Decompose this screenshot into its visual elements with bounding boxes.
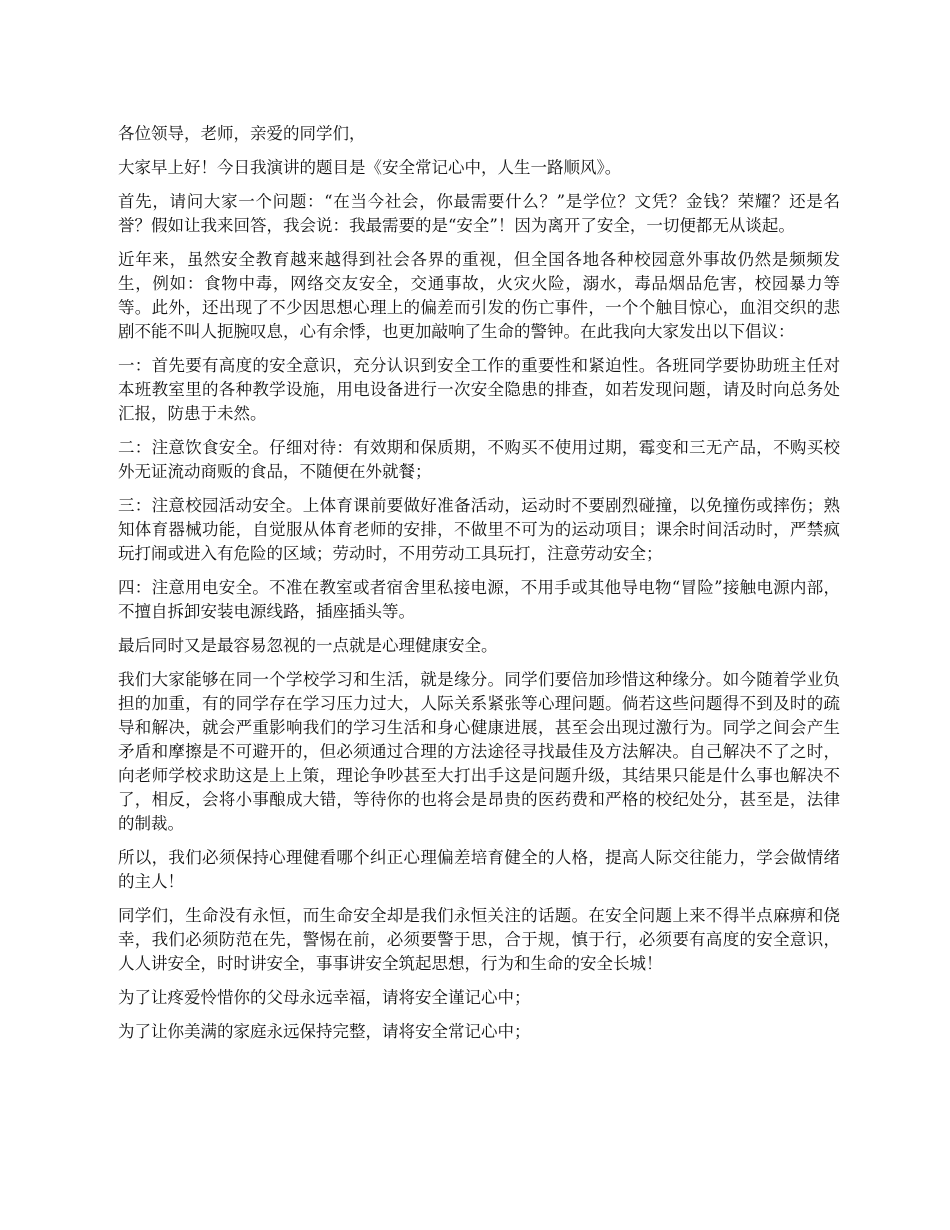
paragraph-greeting: 各位领导，老师，亲爱的同学们， xyxy=(118,124,366,143)
paragraph-parents: 为了让疼爱怜惜你的父母永远幸福，请将安全谨记心中； xyxy=(118,988,531,1007)
paragraph-point-2: 二：注意饮食安全。仔细对待：有效期和保质期，不购买不使用过期，霉变和三无产品，不购买校外无证流动商贩的食品，不随便在外就餐； xyxy=(118,438,840,481)
document-body xyxy=(118,122,840,1054)
paragraph-point-3: 三：注意校园活动安全。上体育课前要做好准备活动，运动时不要剧烈碰撞，以免撞伤或摔伤；熟知体育器械功能，自觉服从体育老师的安排，不做里不可为的运动项目；课余时间活动时，严禁疯玩打闹或进入有危险的区域；劳动时，不用劳动工具玩打，注意劳动安全； xyxy=(118,496,840,563)
paragraph-therefore: 所以，我们必须保持心理健看哪个纠正心理偏差培育健全的人格，提高人际交往能力，学会做情绪的主人！ xyxy=(118,848,840,891)
paragraph-relationships: 我们大家能够在同一个学校学习和生活，就是缘分。同学们要倍加珍惜这种缘分。如今随着学业负担的加重，有的同学存在学习压力过大，人际关系紧张等心理问题。倘若这些问题得不到及时的疏导和解决，就会严重影响我们的学习生活和身心健康进展，甚至会出现过激行为。同学之间会产生矛盾和摩擦是不可避开的，但必须通过合理的方法途径寻找最佳及方法解决。自己解决不了之时，向老师学校求助这是上上策，理论争吵甚至大打出手这是问题升级，其结果只能是什么事也解决不了，相反，会将小事酿成大错，等待你的也将会是昂贵的医药费和严格的校纪处分，甚至是，法律的制裁。 xyxy=(118,670,840,833)
paragraph-background: 近年来，虽然安全教育越来越得到社会各界的重视，但全国各地各种校园意外事故仍然是频频发生，例如：食物中毒，网络交友安全，交通事故，火灾火险，溺水，毒品烟品危害，校园暴力等等。此外，还出现了不少因思想心理上的偏差而引发的伤亡事件，一个个触目惊心，血泪交织的悲剧不能不叫人扼腕叹息，心有余悸，也更加敲响了生命的警钟。在此我向大家发出以下倡议： xyxy=(118,250,840,341)
paragraph-point-4: 四：注意用电安全。不准在教室或者宿舍里私接电源，不用手或其他导电物“冒险”接触电源内部，不擅自拆卸安装电源线路，插座插头等。 xyxy=(118,578,840,621)
paragraph-classmates: 同学们，生命没有永恒，而生命安全却是我们永恒关注的话题。在安全问题上来不得半点麻痹和侥幸，我们必须防范在先，警惕在前，必须要警于思，合于规，慎于行，必须要有高度的安全意识，人人讲安全，时时讲安全，事事讲安全筑起思想，行为和生命的安全长城！ xyxy=(118,906,840,973)
paragraph-point-1: 一：首先要有高度的安全意识，充分认识到安全工作的重要性和紧迫性。各班同学要协助班主任对本班教室里的各种教学设施，用电设备进行一次安全隐患的排查，如若发现问题，请及时向总务处汇报，防患于未然。 xyxy=(118,356,840,423)
paragraph-intro: 大家早上好！今日我演讲的题目是《安全常记心中，人生一路顺风》。 xyxy=(118,158,622,177)
paragraph-mental-health: 最后同时又是最容易忽视的一点就是心理健康安全。 xyxy=(118,636,498,655)
paragraph-family: 为了让你美满的家庭永远保持完整，请将安全常记心中； xyxy=(118,1022,531,1041)
paragraph-question: 首先，请问大家一个问题：“在当今社会，你最需要什么？”是学位？文凭？金钱？荣耀？还是名誉？假如让我来回答，我会说：我最需要的是“安全”！因为离开了安全，一切便都无从谈起。 xyxy=(118,192,840,235)
